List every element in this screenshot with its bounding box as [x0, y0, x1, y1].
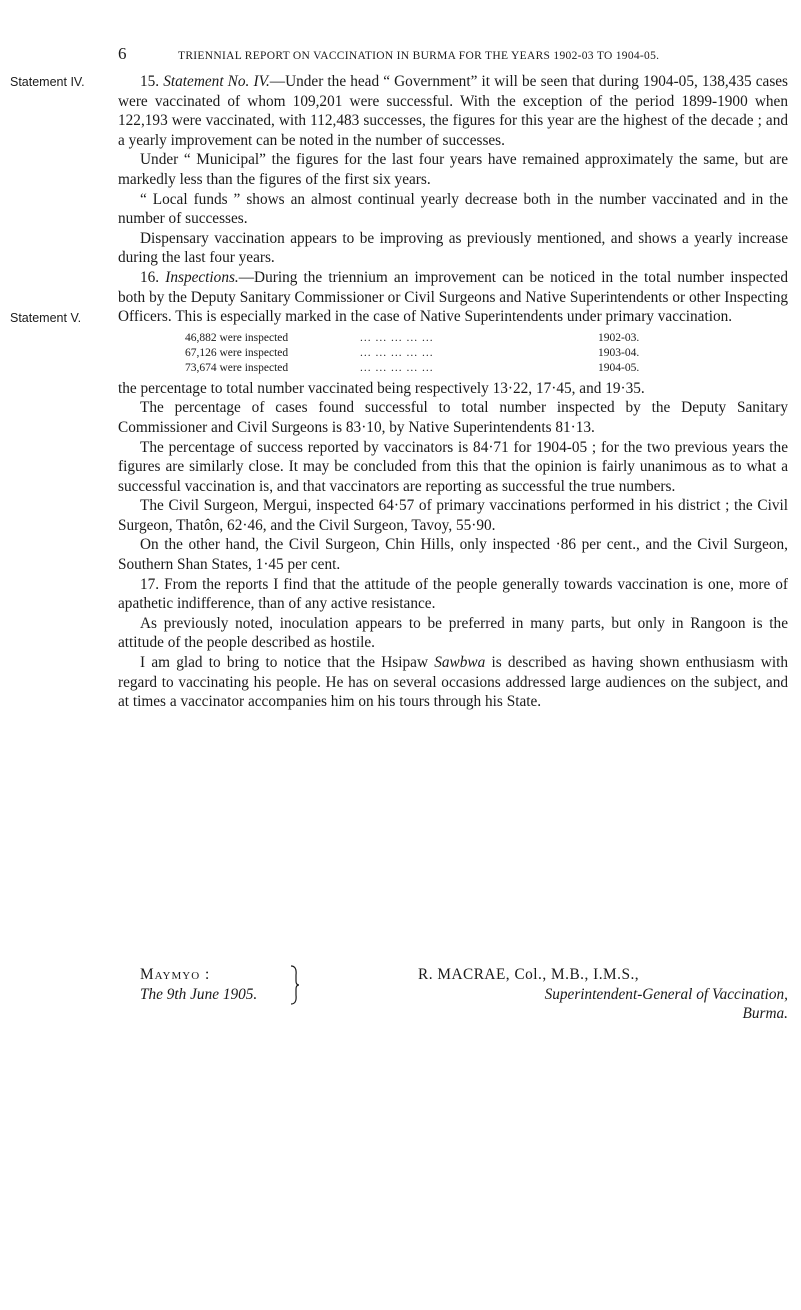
- leader-dots: ... ... ... ... ...: [360, 331, 434, 344]
- inspection-year: 1904-05.: [598, 361, 640, 374]
- section-heading: Inspections.: [165, 268, 239, 286]
- paragraph-local-funds: “ Local funds ” shows an almost continual yearly decrease both in the number vaccinated and in the number of successes.: [118, 190, 788, 228]
- paragraph-hsipaw: [118, 653, 788, 712]
- inspection-row: [185, 346, 788, 361]
- page-number: 6: [118, 44, 127, 63]
- paragraph-successful: The percentage of cases found successful to total number inspected by the Deputy Sanitary Commissioner and Civil Surgeons is 83·10, by Native Superintendents 81·13.: [118, 399, 788, 436]
- signature-officer: [358, 965, 788, 1024]
- margin-note-statement-iv: Statement IV.: [10, 75, 85, 89]
- report-body: [118, 72, 788, 712]
- hsipaw-sawbwa: Sawbwa: [434, 654, 486, 672]
- page-header: [0, 44, 801, 68]
- inspection-row: [185, 331, 788, 346]
- paragraph-reported: The percentage of success reported by vaccinators is 84·71 for 1904-05 ; for the two previous years the figures are similarly close. It may be concluded from this that the opinion is fairly unanimous as to what a successful vaccination is, and that vaccinators are reporting as successful the true numbers.: [118, 438, 788, 495]
- signature-place-date: [140, 965, 257, 1004]
- paragraph-17: 17. From the reports I find that the attitude of the people generally towards vaccination is one, more of apathetic indifference, than of any active resistance.: [118, 575, 788, 613]
- running-title: TRIENNIAL REPORT ON VACCINATION IN BURMA FOR THE YEARS 1902-03 TO 1904-05.: [178, 50, 660, 62]
- signature-title: Superintendent-General of Vaccination,: [544, 985, 788, 1003]
- paragraph-mergui: The Civil Surgeon, Mergui, inspected 64·57 of primary vaccinations performed in his district ; the Civil Surgeon, Thatôn, 62·46, and the Civil Surgeon, Tavoy, 55·90.: [118, 497, 788, 534]
- paragraph-municipal: Under “ Municipal” the figures for the last four years have remained approximately the same, but are markedly less than the figures of the first six years.: [118, 151, 788, 188]
- paragraph-16: [118, 268, 788, 327]
- hsipaw-text-after: is described as having shown enthusiasm with regard to vaccinating his people. He has on several occasions addressed large audiences on the subject, and at times a vaccinator accompanies him on his tours through his State.: [118, 654, 788, 711]
- signature-date: The 9th June 1905.: [140, 985, 258, 1003]
- inspection-count: 46,882 were inspected: [185, 331, 289, 344]
- paragraph-number: 15.: [140, 73, 160, 90]
- inspection-count: 73,674 were inspected: [185, 361, 289, 374]
- margin-note-statement-v: Statement V.: [10, 311, 82, 325]
- paragraph-text: —During the triennium an improvement can be noticed in the total number inspected both by the Deputy Sanitary Commissioner or Civil Surgeons and Native Superintendents or other Inspecting Officers. This is especially marked in the case of Native Superintendents under primary vaccination.: [118, 268, 788, 326]
- paragraph-dispensary: Dispensary vaccination appears to be improving as previously mentioned, and shows a yearly increase during the last four years.: [118, 229, 788, 267]
- inspection-year: 1903-04.: [598, 346, 640, 359]
- paragraph-number: 16.: [140, 268, 160, 286]
- paragraph-15: [118, 72, 788, 150]
- inspection-year: 1902-03.: [598, 331, 640, 344]
- hsipaw-text-before: I am glad to bring to notice that the Hsipaw: [140, 654, 435, 672]
- leader-dots: ... ... ... ... ...: [360, 346, 434, 359]
- paragraph-percentage: the percentage to total number vaccinated being respectively 13·22, 17·45, and 19·35.: [118, 379, 645, 397]
- leader-dots: ... ... ... ... ...: [360, 361, 434, 374]
- paragraph-inoculation: As previously noted, inoculation appears to be preferred in many parts, but only in Rangoon is the attitude of the people described as hostile.: [118, 614, 788, 652]
- signature-block: [118, 965, 788, 1023]
- signature-name: R. MACRAE, Col., M.B., I.M.S.,: [418, 966, 640, 983]
- signature-place: Maymyo :: [140, 966, 211, 983]
- section-heading: Statement No. IV.: [163, 73, 270, 90]
- inspection-row: [185, 361, 788, 376]
- paragraph-chin-hills: On the other hand, the Civil Surgeon, Chin Hills, only inspected ·86 per cent., and the Civil Surgeon, Southern Shan States, 1·45 per cent.: [118, 536, 788, 574]
- signature-region: Burma.: [742, 1005, 788, 1023]
- brace-icon: [290, 965, 300, 1005]
- paragraph-text: —Under the head “ Government” it will be seen that during 1904-05, 138,435 cases were vaccinated of whom 109,201 were successful. With the exception of the period 1899-1900 when 122,193 were vaccinated, with 112,483 successes, the figures for this year are the highest of the decade ; and a yearly improvement can be noted in the number of successes.: [118, 73, 789, 149]
- inspection-count: 67,126 were inspected: [185, 346, 289, 359]
- inspections-table: [185, 331, 788, 376]
